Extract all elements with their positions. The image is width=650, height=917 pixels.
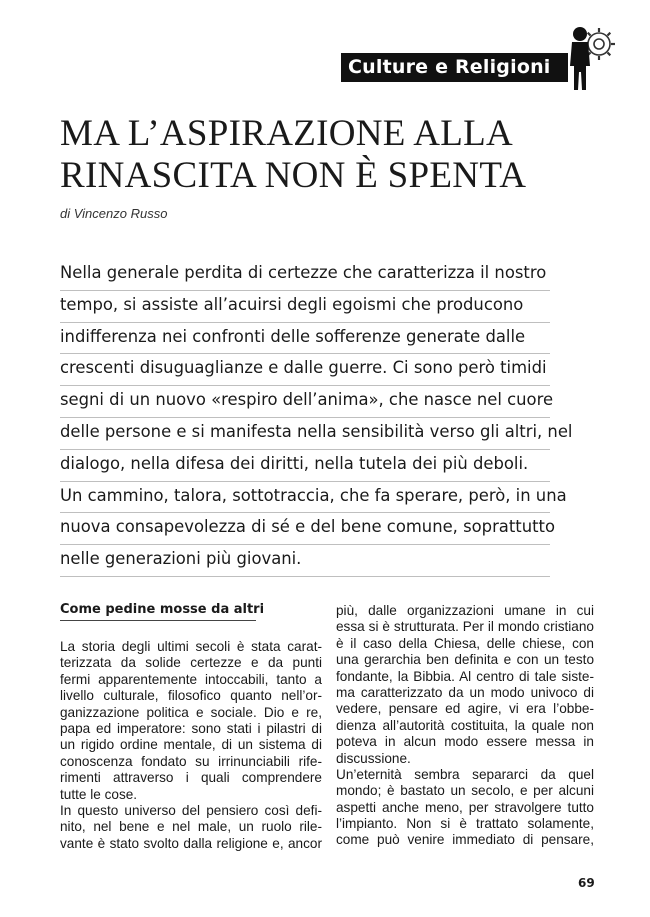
body-line: ganizzazione politica e sociale. Dio e re, bbox=[60, 704, 322, 720]
section-label: Culture e Religioni bbox=[341, 53, 568, 82]
body-line: come può venire immediato di pensare, bbox=[336, 832, 594, 848]
body-line: discussione. bbox=[336, 750, 411, 766]
intro-line: nelle generazioni più giovani. bbox=[60, 545, 550, 577]
intro-line: Un cammino, talora, sottotraccia, che fa sperare, però, in una bbox=[60, 482, 550, 514]
body-line: Un’eternità sembra separarci da quel bbox=[336, 766, 594, 782]
body-line: fermi apparentemente intoccabili, tanto a bbox=[60, 671, 322, 687]
title-line: RINASCITA NON È SPENTA bbox=[60, 155, 527, 196]
body-line: essa si è strutturata. Per il mondo cristiano bbox=[336, 619, 594, 635]
body-line: un rigido ordine mentale, di un sistema di bbox=[60, 737, 322, 753]
body-line: terizzata da solide certezze e da punti bbox=[60, 655, 322, 671]
intro-line: nuova consapevolezza di sé e del bene comune, soprattutto bbox=[60, 513, 550, 545]
intro-line: tempo, si assiste all’acuirsi degli egoismi che producono bbox=[60, 291, 550, 323]
body-line: vante è stato svolto dalla religione e, ancor bbox=[60, 835, 322, 851]
intro-line: segni di un nuovo «respiro dell’anima», che nasce nel cuore bbox=[60, 386, 550, 418]
figure-with-gear-icon bbox=[563, 14, 623, 94]
intro-line: crescenti disuguaglianze e dalle guerre. Ci sono però timidi bbox=[60, 354, 550, 386]
body-line: tutte le cose. bbox=[60, 786, 138, 802]
body-line: ma caratterizzato da un modo univoco di bbox=[336, 684, 594, 700]
body-line: dienza all’autorità costituita, la quale non bbox=[336, 717, 594, 733]
body-column-right bbox=[336, 603, 594, 849]
title-line: MA L’ASPIRAZIONE ALLA bbox=[60, 113, 514, 154]
body-line: una gerarchia ben definita e con un testo bbox=[336, 652, 594, 668]
body-line: fondante, la Bibbia. Al centro di tale siste- bbox=[336, 668, 594, 684]
body-line: papa ed imperatore: sono stati i pilastri di bbox=[60, 720, 322, 736]
body-line: La storia degli ultimi secoli è stata carat- bbox=[60, 639, 322, 654]
body-column-left bbox=[60, 600, 322, 852]
body-line: è il caso della Chiesa, delle chiese, con bbox=[336, 635, 594, 651]
body-line: mondo; è bastato un secolo, e per alcuni bbox=[336, 783, 594, 799]
intro-paragraph bbox=[60, 259, 573, 577]
body-line: vedere, pensare ed agire, vi era l’obbe- bbox=[336, 701, 594, 717]
article-title bbox=[60, 113, 600, 197]
body-line: rimenti attraverso i quali comprendere bbox=[60, 770, 322, 786]
section-heading: Come pedine mosse da altri bbox=[60, 600, 256, 621]
author-byline: di Vincenzo Russo bbox=[60, 206, 168, 221]
body-line: poteva in alcun modo essere messa in bbox=[336, 734, 594, 750]
page-number: 69 bbox=[578, 876, 595, 890]
body-line: più, dalle organizzazioni umane in cui bbox=[336, 603, 594, 618]
intro-line: delle persone e si manifesta nella sensibilità verso gli altri, nel bbox=[60, 418, 550, 450]
intro-line: dialogo, nella difesa dei diritti, nella tutela dei più deboli. bbox=[60, 450, 550, 482]
intro-line: Nella generale perdita di certezze che caratterizza il nostro bbox=[60, 259, 550, 291]
body-line: livello culturale, filosofico quanto nell’or- bbox=[60, 688, 322, 704]
intro-line: indifferenza nei confronti delle sofferenze generate dalle bbox=[60, 323, 550, 355]
body-line: l’impianto. Non si è trattato solamente, bbox=[336, 816, 594, 832]
body-line: nito, nel bene e nel male, un ruolo rile- bbox=[60, 819, 322, 835]
body-line: conoscenza fondato su irrinunciabili rife- bbox=[60, 753, 322, 769]
body-line: In questo universo del pensiero così defi- bbox=[60, 802, 322, 818]
body-line: aspetti anche meno, per stravolgere tutto bbox=[336, 799, 594, 815]
